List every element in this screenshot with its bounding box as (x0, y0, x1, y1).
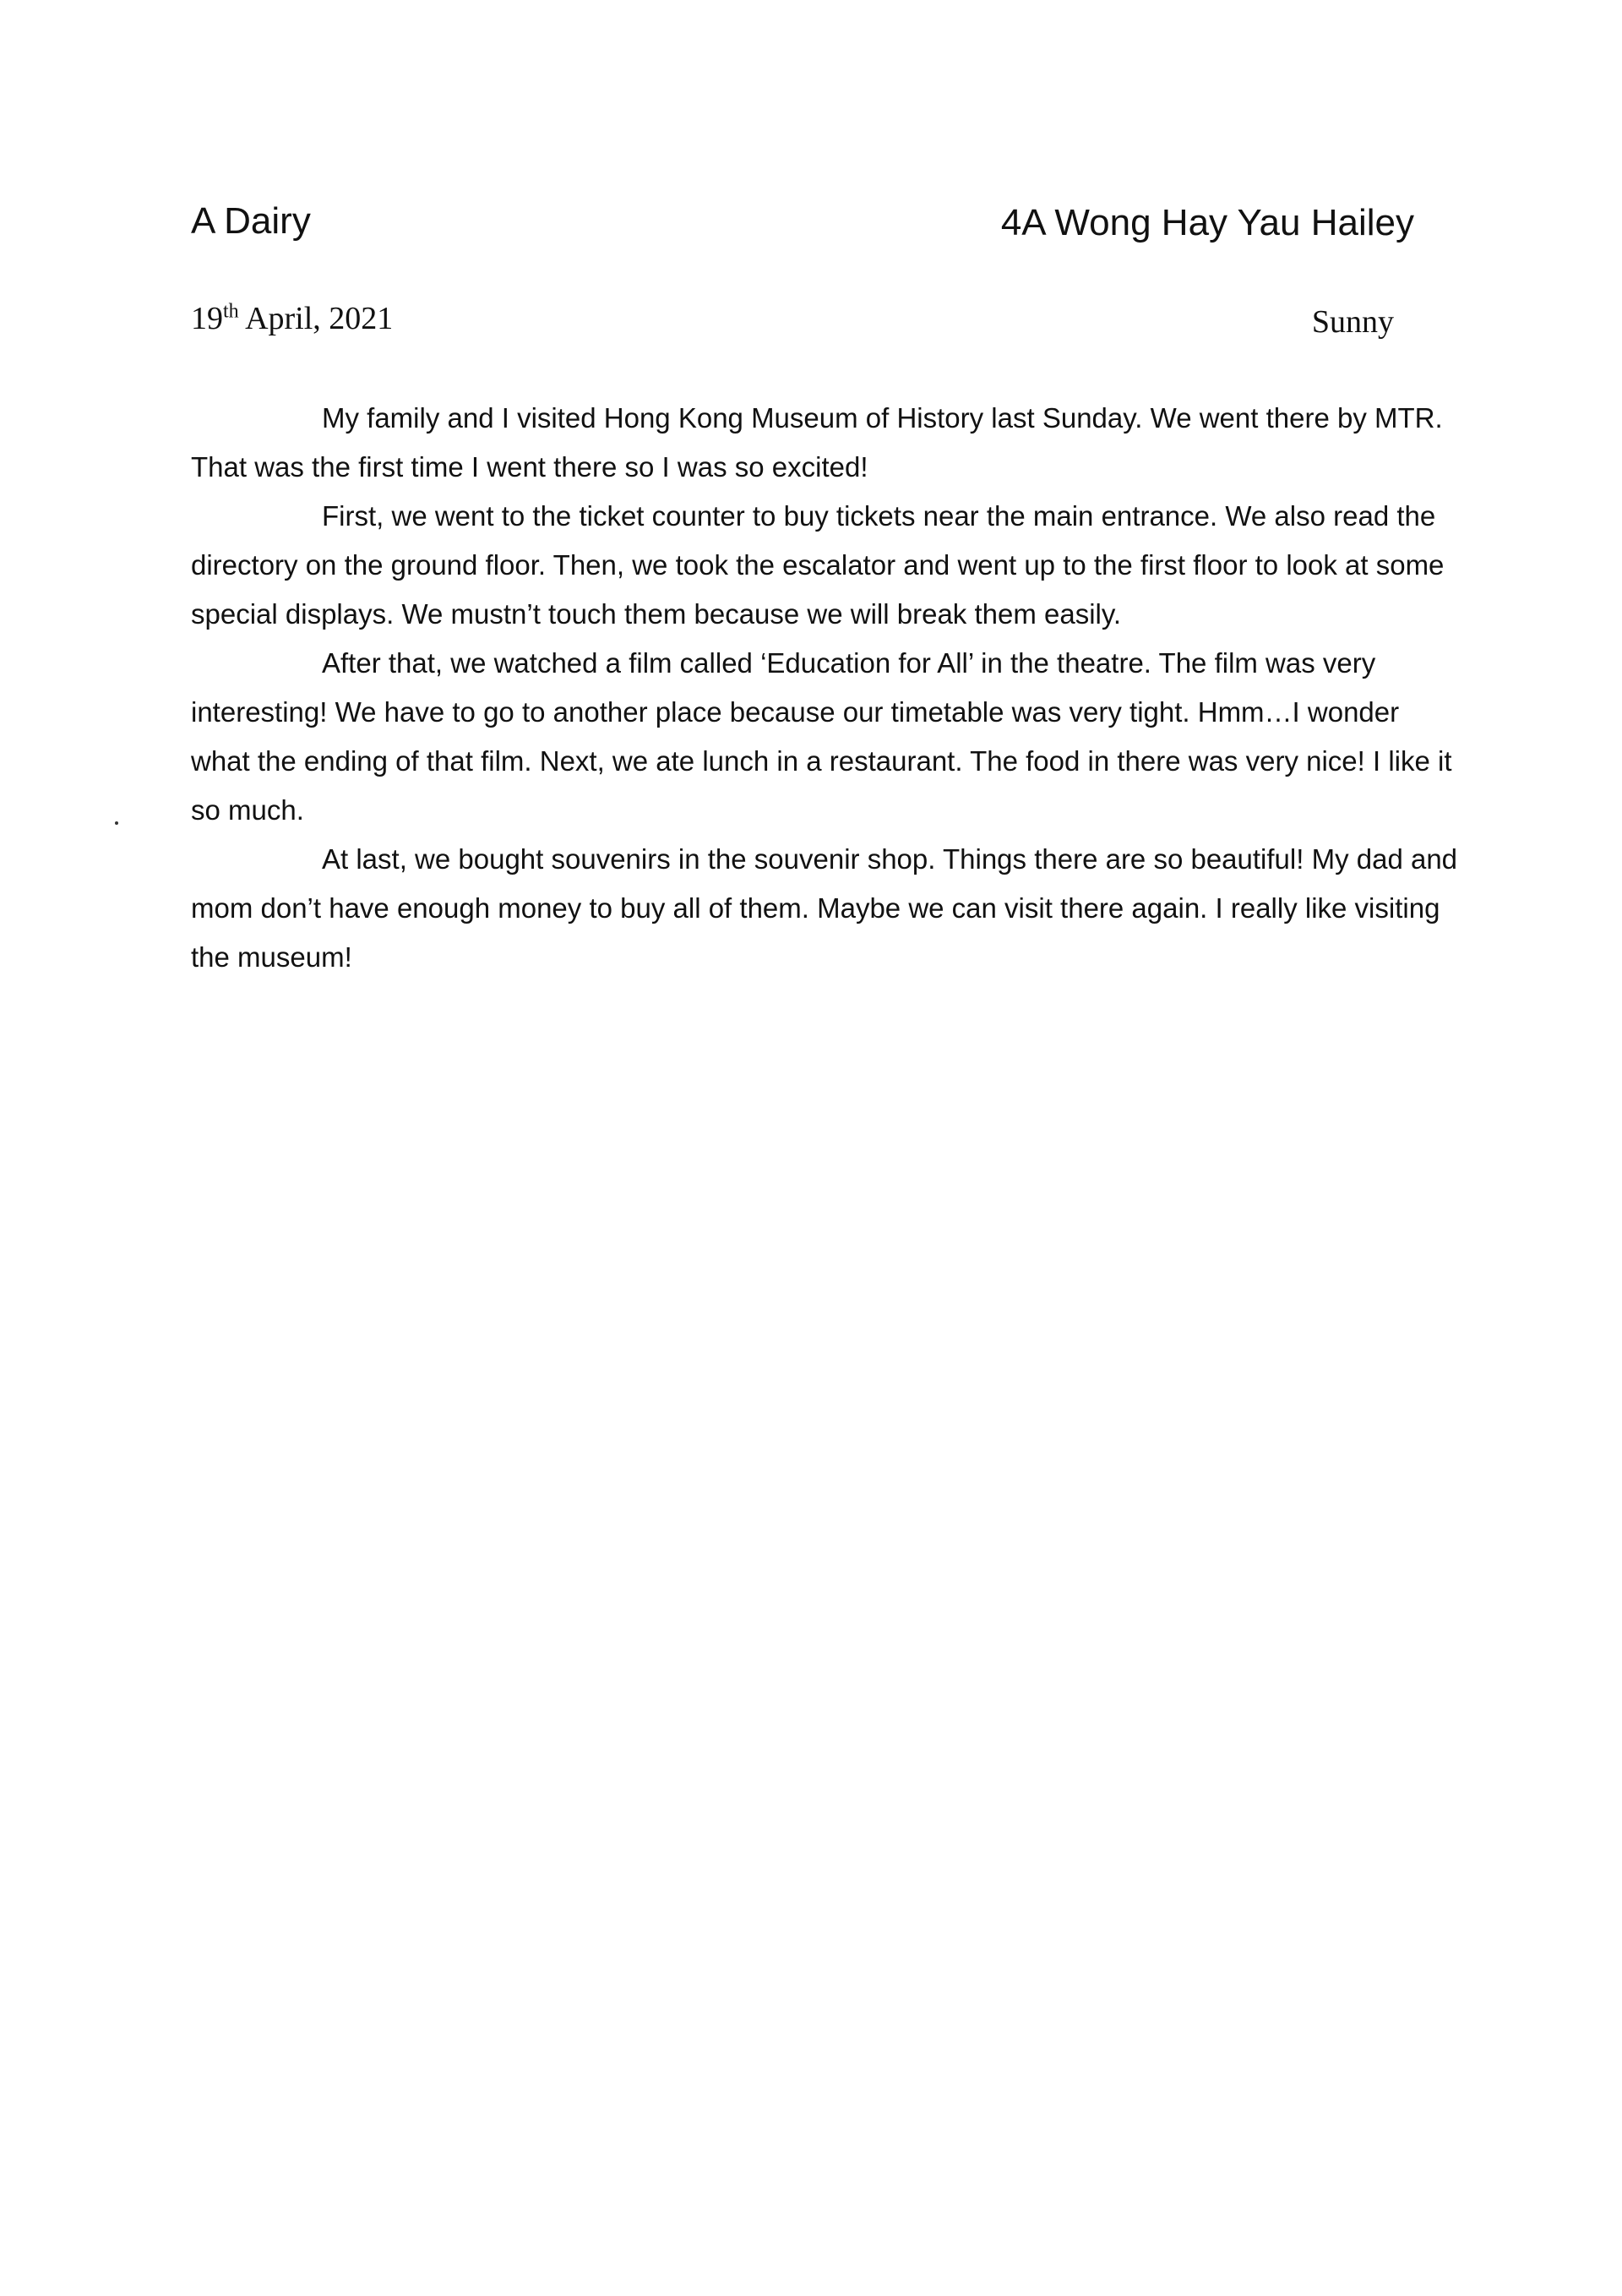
author-name: 4A Wong Hay Yau Hailey (1000, 202, 1414, 243)
diary-title: A Dairy (191, 200, 311, 242)
date-suffix: th (223, 300, 239, 323)
weather-label: Sunny (1311, 304, 1394, 340)
stray-mark (115, 821, 118, 825)
date-day: 19 (191, 301, 223, 336)
paragraph-1: My family and I visited Hong Kong Museum of History last Sunday. We went there by MTR. That was the first time I went there so I was so excited! (191, 402, 1443, 483)
diary-date (191, 297, 393, 340)
paragraph-4: At last, we bought souvenirs in the souvenir shop. Things there are so beautiful! My dad and mom don’t have enough money to buy all of them. Maybe we can visit there again. I really like visiting the museum! (191, 843, 1458, 973)
paragraph-2: First, we went to the ticket counter to buy tickets near the main entrance. We also read the directory on the ground floor. Then, we took the escalator and went up to the first floor to look at some special displays. We mustn’t touch them because we will break them easily. (191, 500, 1445, 630)
paragraph-3: After that, we watched a film called ‘Education for All’ in the theatre. The film was very interesting! We have to go to another place because our timetable was very tight. Hmm…I wonder what the ending of that film. Next, we ate lunch in a restaurant. The food in there was very nice! I like it so much. (191, 647, 1452, 826)
diary-body (191, 394, 1458, 982)
date-month-year: April, 2021 (238, 301, 394, 336)
